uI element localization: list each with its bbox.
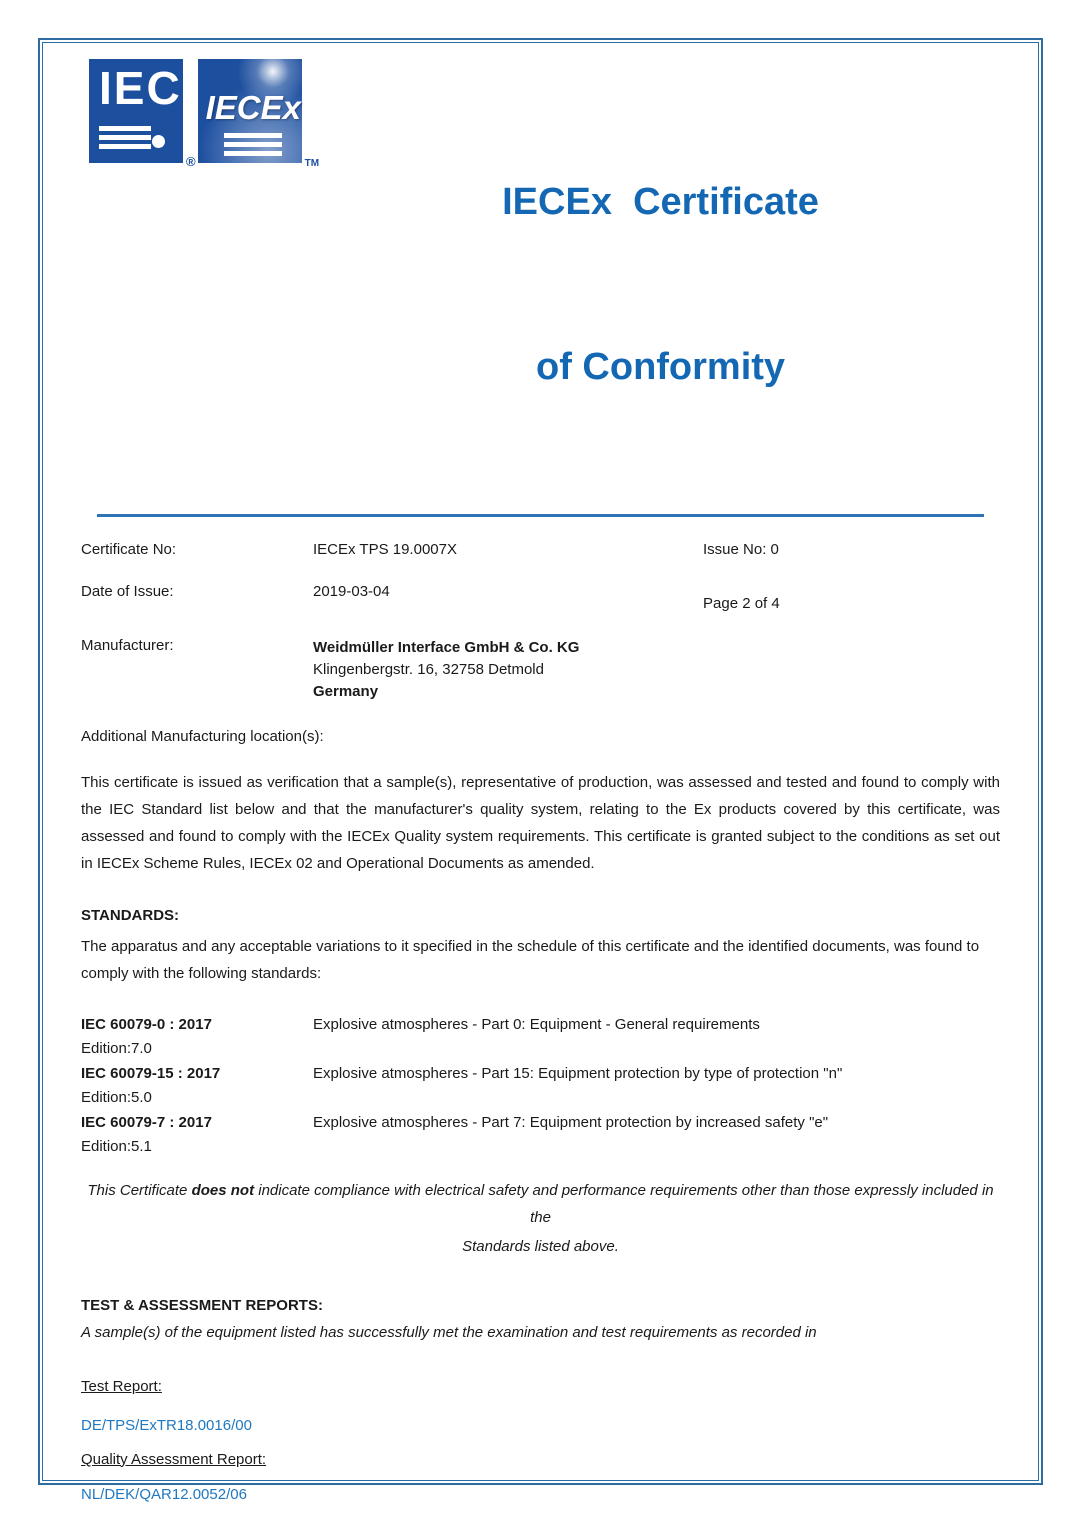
standard-edition: Edition:5.1 [81,1137,152,1155]
meta-row-date-of-issue [81,583,1000,612]
standard-edition: Edition:5.0 [81,1088,152,1106]
standard-code: IEC 60079-0 : 2017 [81,1015,212,1033]
quality-assessment-report-link[interactable]: NL/DEK/QAR12.0052/06 [81,1485,247,1503]
trademark-icon: TM [304,158,320,169]
date-of-issue-label: Date of Issue: [81,582,174,600]
iecex-logo-lines [224,133,290,156]
certificate-no-label: Certificate No: [81,540,177,558]
disclaimer-bold: does not [191,1181,255,1199]
additional-locations-label: Additional Manufacturing location(s): [81,727,324,745]
standard-id [81,1111,313,1159]
registered-trademark-icon: ® [186,154,196,169]
standard-id [81,1062,313,1110]
disclaimer-prefix: This Certificate [87,1181,192,1199]
standard-row [81,1062,1000,1110]
header-divider [97,514,984,517]
iec-logo-text: IEC [99,62,182,114]
page-border-inner [42,42,1039,1503]
test-report-link[interactable]: DE/TPS/ExTR18.0016/00 [81,1416,252,1434]
manufacturer-block [313,637,703,703]
certificate-content [79,541,1002,1503]
standard-id [81,1013,313,1061]
issue-no: Issue No: 0 [703,540,779,558]
certificate-meta [81,541,1000,703]
standard-description: Explosive atmospheres - Part 7: Equipment protection by increased safety "e" [313,1113,829,1131]
standard-row [81,1013,1000,1061]
standard-code: IEC 60079-7 : 2017 [81,1113,212,1131]
iecex-logo-text: IECEx [205,89,301,126]
test-report-label: Test Report: [81,1377,162,1395]
iec-logo-dot [152,135,165,148]
date-of-issue-value: 2019-03-04 [313,582,390,600]
standards-list [81,1013,1000,1159]
page-border [38,38,1043,1503]
iec-logo-lines [99,122,165,149]
reports-heading: TEST & ASSESSMENT REPORTS: [81,1296,323,1314]
reports-intro: A sample(s) of the equipment listed has successfully met the examination and test requirements as recorded in [81,1323,817,1341]
meta-row-manufacturer [81,637,1000,703]
disclaimer-line-1 [81,1177,1000,1231]
logo-group [79,59,320,169]
manufacturer-label: Manufacturer: [81,636,174,654]
manufacturer-country: Germany [313,682,379,700]
manufacturer-name: Weidmüller Interface GmbH & Co. KG [313,638,580,656]
manufacturer-address: Klingenbergstr. 16, 32758 Detmold [313,660,544,678]
quality-assessment-report-label: Quality Assessment Report: [81,1450,267,1468]
iec-logo [89,59,183,163]
document-title [319,59,1002,506]
standard-code: IEC 60079-15 : 2017 [81,1064,221,1082]
disclaimer-suffix: indicate compliance with electrical safety and performance requirements other than those expressly included in the [254,1181,994,1226]
standards-intro: The apparatus and any acceptable variations to it specified in the schedule of this certificate and the identified documents, was found to comply with the following standards: [81,937,980,982]
disclaimer-line-2: Standards listed above. [462,1237,619,1255]
meta-row-certificate-no [81,541,1000,558]
iecex-logo [198,59,302,163]
standard-row [81,1111,1000,1159]
page-number: Page 2 of 4 [703,594,780,612]
header [79,59,1002,506]
certification-paragraph: This certificate is issued as verification that a sample(s), representative of production, was assessed and tested and found to comply with the IEC Standard list below and that the manufacturer's quality system, relating to the Ex products covered by this certificate, was assessed and found to comply with the IECEx Quality system requirements. This certificate is granted subject to the conditions as set out in IECEx Scheme Rules, IECEx 02 and Operational Documents as amended. [81,773,1000,872]
standard-description: Explosive atmospheres - Part 0: Equipment - General requirements [313,1015,760,1033]
standard-description: Explosive atmospheres - Part 15: Equipment protection by type of protection "n" [313,1064,843,1082]
certificate-no-value: IECEx TPS 19.0007X [313,540,457,558]
title-line-2: of Conformity [535,346,786,389]
title-line-1: IECEx Certificate [502,181,819,224]
standard-edition: Edition:7.0 [81,1039,152,1057]
standards-heading: STANDARDS: [81,906,180,924]
